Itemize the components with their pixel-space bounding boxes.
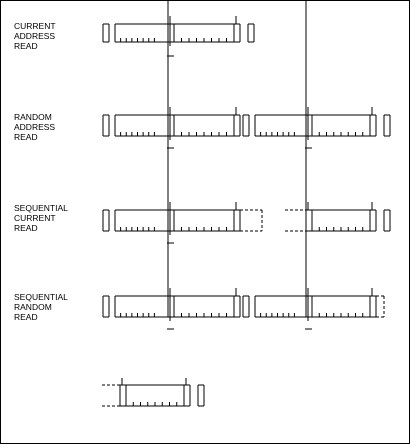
section-current-address-read-title-line-2: ADDRESS <box>14 31 56 41</box>
section-random-address-read-title-line-1: RANDOM <box>14 112 52 122</box>
section-random-address-read-title-line-2: ADDRESS <box>14 122 56 132</box>
section-sequential-current-read-title-line-3: READ <box>14 223 38 233</box>
section-sequential-random-read-title-line-1: SEQUENTIAL <box>14 292 68 302</box>
section-current-address-read-title-line-3: READ <box>14 41 38 51</box>
section-sequential-random-read-title-line-3: READ <box>14 312 38 322</box>
section-current-address-read-title-line-1: CURRENT <box>14 21 56 31</box>
section-sequential-current-read-title-line-1: SEQUENTIAL <box>14 203 68 213</box>
section-random-address-read-title-line-3: READ <box>14 132 38 142</box>
section-sequential-random-read-title-line-2: RANDOM <box>14 302 52 312</box>
section-sequential-current-read-title-line-2: CURRENT <box>14 213 56 223</box>
